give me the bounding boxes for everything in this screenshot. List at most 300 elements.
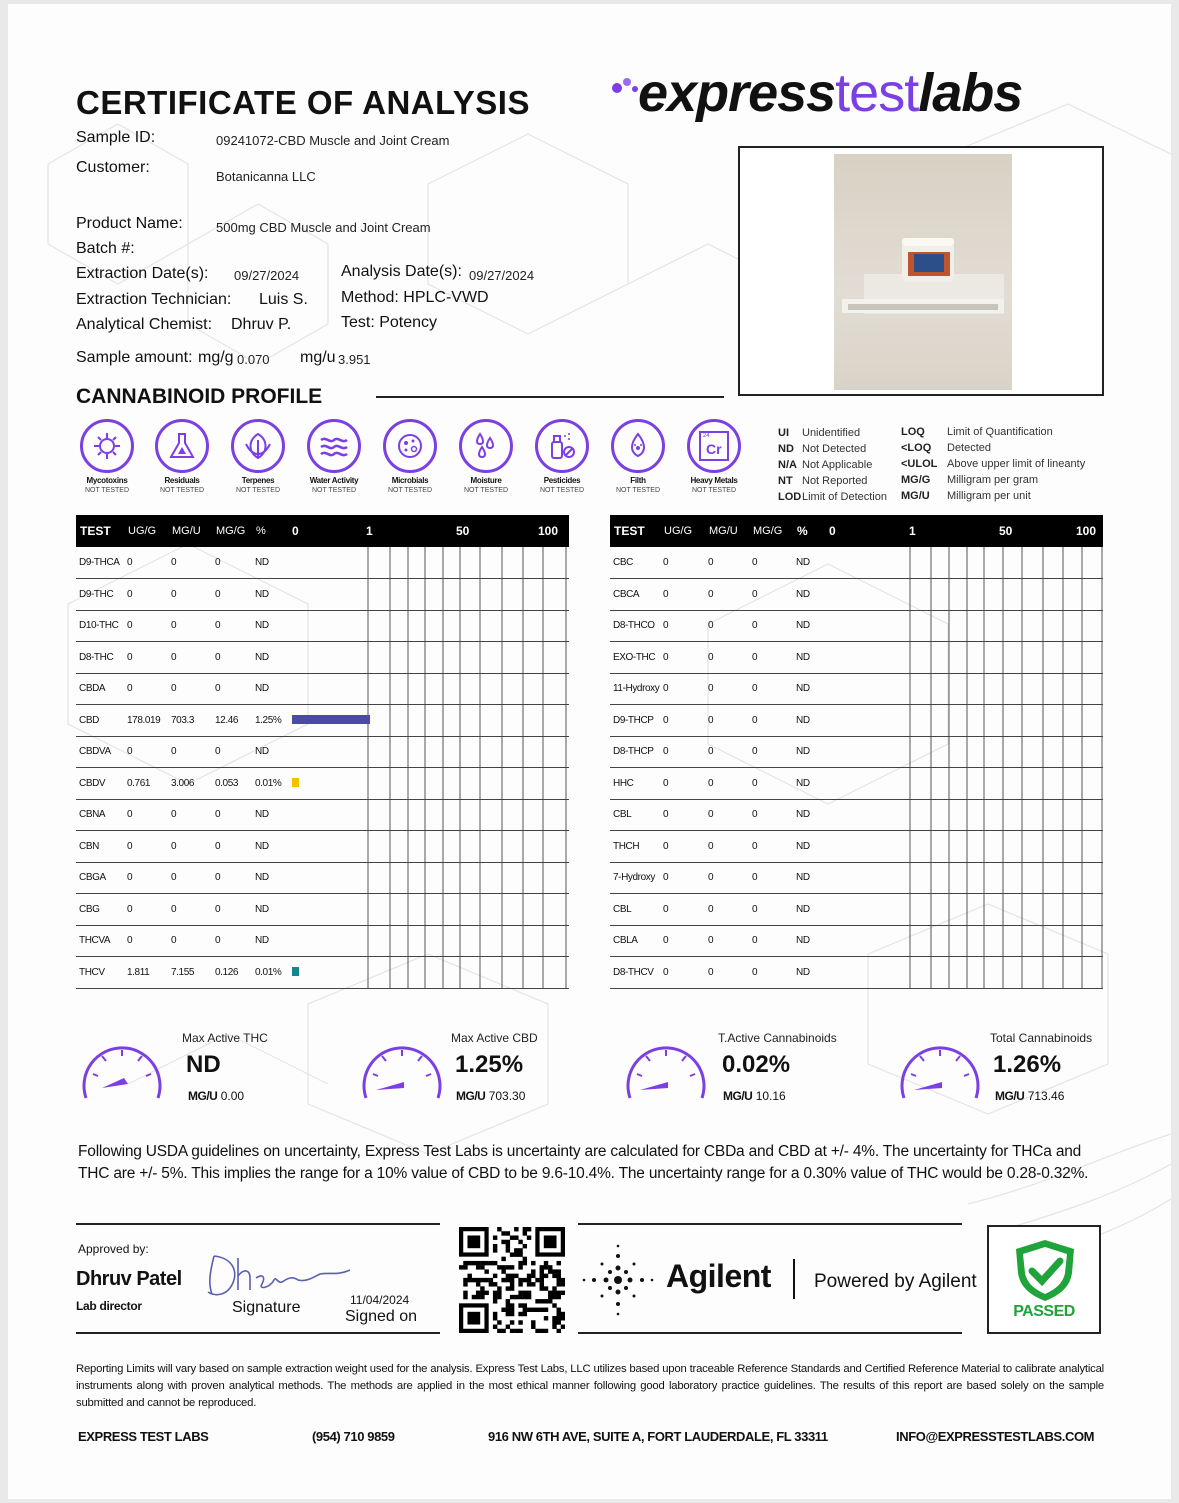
bar-grid <box>827 705 1103 736</box>
gauge-mgu: MG/U 713.46 <box>995 1089 1065 1103</box>
cell-bar <box>290 705 569 737</box>
cell-ugg: 0 <box>124 925 168 957</box>
cell-bar <box>827 673 1103 705</box>
element-icon <box>687 419 741 473</box>
cell-test: CBNA <box>76 799 124 831</box>
bar-grid <box>827 957 1103 988</box>
table-row <box>76 610 569 642</box>
wave-icon <box>307 419 361 473</box>
cell-test: EXO-THC <box>610 642 660 674</box>
cell-mgg: 0 <box>212 610 252 642</box>
legend-abbr: NT <box>778 475 793 487</box>
bar-grid <box>827 863 1103 894</box>
drop-icon <box>611 419 665 473</box>
test-status: NOT TESTED <box>615 487 661 494</box>
col-test: TEST <box>610 515 660 547</box>
cell-mgg: 0 <box>212 673 252 705</box>
cell-pct: ND <box>252 831 290 863</box>
method-text: Method: HPLC-VWD <box>341 289 489 306</box>
cell-bar <box>827 831 1103 863</box>
cannabinoid-table-left <box>76 515 569 989</box>
bar-grid <box>290 642 569 673</box>
cell-test: CBC <box>610 547 660 579</box>
cell-ugg: 0 <box>124 610 168 642</box>
cell-ugg: 0 <box>124 642 168 674</box>
cell-mgu: 7.155 <box>168 957 212 989</box>
product-photo <box>834 154 1012 390</box>
approval-top-line <box>76 1223 440 1225</box>
scale-50: 50 <box>456 524 470 538</box>
scale-50: 50 <box>999 524 1013 538</box>
legend-item <box>901 458 1085 470</box>
sample-id-value: 09241072-CBD Muscle and Joint Cream <box>216 133 450 148</box>
powered-by-agilent: Powered by Agilent <box>814 1271 977 1292</box>
cell-ugg: 0 <box>124 831 168 863</box>
speedometer-icon <box>358 1036 448 1106</box>
test-residuals <box>149 419 215 494</box>
cell-test: D8-THCV <box>610 957 660 989</box>
table-row <box>76 925 569 957</box>
table-row <box>76 957 569 989</box>
bar-grid <box>827 800 1103 831</box>
cell-pct: ND <box>252 894 290 926</box>
table-row <box>610 799 1103 831</box>
legend-desc: Not Reported <box>802 475 868 487</box>
legend-abbr: LOQ <box>901 426 925 438</box>
legend-desc: Milligram per gram <box>947 474 1039 486</box>
bar-grid <box>290 957 569 988</box>
cell-ugg: 0 <box>660 831 705 863</box>
cell-bar <box>827 610 1103 642</box>
legend-abbr: <ULOL <box>901 458 938 470</box>
cell-test: CBN <box>76 831 124 863</box>
legend-item <box>778 443 866 455</box>
signed-date: 11/04/2024 <box>350 1293 410 1307</box>
passed-badge <box>987 1225 1101 1334</box>
cell-pct: ND <box>252 925 290 957</box>
gauge-mgu: MG/U 0.00 <box>188 1089 245 1103</box>
cell-mgg: 0 <box>749 705 793 737</box>
cell-bar <box>290 547 569 579</box>
cell-mgu: 0 <box>168 799 212 831</box>
scale-1: 1 <box>366 524 373 538</box>
col-pct: % <box>252 515 290 547</box>
agilent-divider <box>793 1259 795 1299</box>
bar-grid <box>290 547 569 578</box>
test-status: NOT TESTED <box>387 487 433 494</box>
agilent-bottom-line <box>578 1332 962 1334</box>
customer-value: Botanicanna LLC <box>216 169 316 184</box>
gauge-value: ND <box>186 1051 221 1078</box>
batch-label: Batch #: <box>76 240 135 257</box>
element-number: 24 <box>703 433 710 439</box>
col-ugg: UG/G <box>124 515 168 547</box>
cell-pct: ND <box>793 579 827 611</box>
bar-grid <box>290 611 569 642</box>
bar-grid <box>290 737 569 768</box>
cell-test: D9-THCP <box>610 705 660 737</box>
cell-ugg: 0 <box>124 894 168 926</box>
result-bar <box>292 967 299 976</box>
cell-mgg: 0 <box>212 831 252 863</box>
cell-mgu: 0 <box>705 642 749 674</box>
cell-bar <box>827 736 1103 768</box>
cell-mgu: 0 <box>168 673 212 705</box>
heading-divider <box>376 396 724 398</box>
agilent-name: Agilent <box>666 1258 771 1294</box>
table-row <box>76 736 569 768</box>
cell-pct: ND <box>793 705 827 737</box>
table-row <box>610 894 1103 926</box>
approver-name: Dhruv Patel <box>76 1268 182 1290</box>
signed-on-label: Signed on <box>345 1308 418 1325</box>
cell-ugg: 0 <box>660 705 705 737</box>
cell-mgg: 0 <box>212 579 252 611</box>
logo-express: express <box>638 63 836 123</box>
cell-test: CBL <box>610 894 660 926</box>
cell-bar <box>290 799 569 831</box>
cell-bar <box>290 957 569 989</box>
bar-grid <box>827 768 1103 799</box>
cell-ugg: 0 <box>660 768 705 800</box>
table-row <box>610 673 1103 705</box>
legend-item <box>901 490 1031 502</box>
cell-pct: ND <box>793 862 827 894</box>
cell-ugg: 0 <box>660 736 705 768</box>
cream-jar-image <box>834 154 1012 390</box>
cell-test: THCH <box>610 831 660 863</box>
cell-test: D10-THC <box>76 610 124 642</box>
cell-mgg: 0 <box>749 642 793 674</box>
cell-ugg: 0 <box>660 957 705 989</box>
cannabinoid-profile-heading: CANNABINOID PROFILE <box>76 385 323 408</box>
legend-abbr: MG/U <box>901 490 930 502</box>
cell-mgg: 0 <box>749 610 793 642</box>
gauge-value: 1.26% <box>993 1051 1062 1078</box>
test-terpenes <box>225 419 291 494</box>
legend-abbr: UI <box>778 427 789 439</box>
cell-mgg: 0 <box>212 547 252 579</box>
table-row <box>610 862 1103 894</box>
cell-mgu: 0 <box>705 831 749 863</box>
mgu-label: mg/u <box>300 349 336 366</box>
test-name: Pesticides <box>543 476 581 485</box>
result-bar <box>292 715 370 724</box>
cell-mgg: 0 <box>749 547 793 579</box>
legend-desc: Limit of Detection <box>802 491 887 503</box>
cell-mgu: 0 <box>705 799 749 831</box>
cell-pct: ND <box>252 642 290 674</box>
cell-test: D9-THCA <box>76 547 124 579</box>
technician-value: Luis S. <box>259 291 308 308</box>
cell-mgu: 0 <box>168 642 212 674</box>
cell-mgu: 0 <box>705 705 749 737</box>
legend-item <box>901 426 1053 438</box>
gauge-title: T.Active Cannabinoids <box>718 1031 837 1045</box>
table-row <box>76 547 569 579</box>
cell-bar <box>290 579 569 611</box>
cell-test: THCV <box>76 957 124 989</box>
gauge-title: Total Cannabinoids <box>990 1031 1093 1045</box>
qr-code[interactable] <box>459 1227 565 1333</box>
uncertainty-paragraph: Following USDA guidelines on uncertainty, Express Test Labs is uncertainty are calculated for CBDa and CBD at +/- 4%. The uncertainty for THCa and THC are +/- 5%. This implies the range for a 10% value of CBD to be 9.6-10.4%. The uncertainty range for a 0.30% value of THC would be 0.28-0.32%. <box>78 1143 1089 1182</box>
signature-label: Signature <box>232 1299 301 1316</box>
legend-item <box>778 459 872 471</box>
test-moisture <box>453 419 519 494</box>
approver-role: Lab director <box>76 1299 142 1313</box>
bar-grid <box>290 579 569 610</box>
cell-ugg: 178.019 <box>124 705 168 737</box>
cell-mgu: 0 <box>168 894 212 926</box>
cell-bar <box>290 642 569 674</box>
cell-mgg: 0 <box>749 799 793 831</box>
col-pct: % <box>793 515 827 547</box>
test-name: Heavy Metals <box>690 476 738 485</box>
footer-phone[interactable]: (954) 710 9859 <box>312 1429 395 1444</box>
legend-desc: Milligram per unit <box>947 490 1031 502</box>
cell-test: D8-THC <box>76 642 124 674</box>
cell-bar <box>827 642 1103 674</box>
cell-mgu: 3.006 <box>168 768 212 800</box>
table-row <box>76 862 569 894</box>
cell-mgg: 0 <box>749 894 793 926</box>
drops-icon <box>459 419 513 473</box>
cannabinoid-table-right <box>610 515 1103 989</box>
col-mgu: MG/U <box>168 515 212 547</box>
gauge-mgu: MG/U 703.30 <box>456 1089 526 1103</box>
cell-test: D8-THCP <box>610 736 660 768</box>
table-row <box>610 579 1103 611</box>
cell-mgg: 0 <box>212 894 252 926</box>
test-pesticides <box>529 419 595 494</box>
gauge-title: Max Active CBD <box>451 1031 538 1045</box>
bar-grid <box>827 737 1103 768</box>
cell-mgu: 703.3 <box>168 705 212 737</box>
speedometer-icon <box>78 1036 168 1106</box>
scale-0: 0 <box>829 524 836 538</box>
cell-pct: ND <box>252 579 290 611</box>
cell-bar <box>290 894 569 926</box>
legend-item <box>901 474 1038 486</box>
cell-test: 7-Hydroxy <box>610 862 660 894</box>
cell-mgu: 0 <box>705 547 749 579</box>
cell-test: CBDV <box>76 768 124 800</box>
cell-ugg: 0 <box>660 925 705 957</box>
col-mgu: MG/U <box>705 515 749 547</box>
test-heavy-metals <box>681 419 747 494</box>
spray-icon <box>535 419 589 473</box>
cell-mgu: 0 <box>168 579 212 611</box>
cell-mgg: 0.053 <box>212 768 252 800</box>
cell-pct: ND <box>793 642 827 674</box>
cell-mgu: 0 <box>168 831 212 863</box>
cell-bar <box>827 705 1103 737</box>
cell-mgu: 0 <box>705 894 749 926</box>
legend-item <box>901 442 991 454</box>
cell-mgg: 0 <box>749 831 793 863</box>
cell-test: 11-Hydroxy <box>610 673 660 705</box>
cell-mgg: 0 <box>749 957 793 989</box>
bar-grid <box>290 894 569 925</box>
petri-icon <box>383 419 437 473</box>
gauge-total-cannabinoids <box>896 1026 1136 1116</box>
col-mgg: MG/G <box>212 515 252 547</box>
shield-check-icon <box>1010 1237 1080 1303</box>
cell-pct: ND <box>793 957 827 989</box>
product-photo-frame <box>738 146 1104 396</box>
cell-bar <box>290 862 569 894</box>
legend-abbr: N/A <box>778 459 797 471</box>
cell-mgu: 0 <box>705 925 749 957</box>
test-status: NOT TESTED <box>235 487 281 494</box>
test-name: Terpenes <box>241 476 275 485</box>
cell-ugg: 0 <box>660 642 705 674</box>
test-name: Mycotoxins <box>86 476 128 485</box>
cell-bar <box>290 736 569 768</box>
analysis-date-label: Analysis Date(s): <box>341 263 462 280</box>
test-status: NOT TESTED <box>691 487 737 494</box>
footer-email[interactable]: INFO@EXPRESSTESTLABS.COM <box>896 1429 1095 1444</box>
chemist-label: Analytical Chemist: <box>76 316 213 333</box>
cell-ugg: 0 <box>124 579 168 611</box>
cell-pct: ND <box>793 831 827 863</box>
customer-label: Customer: <box>76 159 150 176</box>
gauge-value: 1.25% <box>455 1051 524 1078</box>
table-row <box>610 736 1103 768</box>
speedometer-icon <box>622 1036 712 1106</box>
cell-ugg: 0 <box>660 610 705 642</box>
test-status: NOT TESTED <box>539 487 585 494</box>
cell-mgu: 0 <box>705 957 749 989</box>
gauge-title: Max Active THC <box>182 1031 268 1045</box>
speedometer-icon <box>896 1036 986 1106</box>
cell-ugg: 0 <box>660 673 705 705</box>
cell-mgu: 0 <box>705 673 749 705</box>
col-ugg: UG/G <box>660 515 705 547</box>
cell-mgg: 0 <box>749 673 793 705</box>
sample-id-label: Sample ID: <box>76 129 156 146</box>
cell-bar <box>827 925 1103 957</box>
gauge-max-active-cbd <box>358 1026 598 1116</box>
test-filth <box>605 419 671 494</box>
cell-mgg: 0 <box>749 579 793 611</box>
leaf-icon <box>231 419 285 473</box>
cell-ugg: 0 <box>124 547 168 579</box>
table-header-row <box>76 515 569 547</box>
cell-mgg: 0 <box>212 925 252 957</box>
mgu-value: 3.951 <box>338 352 371 367</box>
legend-abbr: ND <box>778 443 794 455</box>
table-row <box>76 705 569 737</box>
table-row <box>76 579 569 611</box>
gauge-mgu: MG/U 10.16 <box>723 1089 786 1103</box>
cell-bar <box>290 610 569 642</box>
cell-bar <box>827 957 1103 989</box>
cell-test: THCVA <box>76 925 124 957</box>
cell-pct: ND <box>252 547 290 579</box>
test-name: Water Activity <box>309 476 359 485</box>
cell-pct: ND <box>252 673 290 705</box>
cell-test: CBDA <box>76 673 124 705</box>
cell-test: CBL <box>610 799 660 831</box>
test-status: NOT TESTED <box>159 487 205 494</box>
cell-test: CBD <box>76 705 124 737</box>
cell-pct: ND <box>793 768 827 800</box>
logo-bubbles-icon <box>610 74 640 100</box>
chemist-value: Dhruv P. <box>231 316 292 333</box>
cell-mgu: 0 <box>705 862 749 894</box>
cell-bar <box>290 925 569 957</box>
scale-100: 100 <box>538 524 559 538</box>
bar-grid <box>290 800 569 831</box>
bar-grid <box>827 674 1103 705</box>
cell-pct: ND <box>793 894 827 926</box>
cell-mgg: 0 <box>212 736 252 768</box>
logo-test: test <box>835 63 919 123</box>
cell-test: CBGA <box>76 862 124 894</box>
test-name: Microbials <box>391 476 429 485</box>
cell-ugg: 0 <box>660 547 705 579</box>
product-name-label: Product Name: <box>76 215 183 232</box>
technician-label: Extraction Technician: <box>76 291 232 308</box>
table-row <box>610 705 1103 737</box>
table-row <box>610 547 1103 579</box>
cell-mgu: 0 <box>168 547 212 579</box>
table-header-row <box>610 515 1103 547</box>
test-status: NOT TESTED <box>463 487 509 494</box>
cell-bar <box>827 894 1103 926</box>
legend-desc: Above upper limit of lineanty <box>947 458 1086 470</box>
cell-ugg: 0 <box>660 894 705 926</box>
bar-grid <box>827 831 1103 862</box>
cell-mgu: 0 <box>705 768 749 800</box>
test-mycotoxins <box>74 419 140 494</box>
gauge-value: 0.02% <box>722 1051 791 1078</box>
legend-item <box>778 491 887 503</box>
col-mgg: MG/G <box>749 515 793 547</box>
cell-pct: ND <box>793 673 827 705</box>
cell-pct: ND <box>793 736 827 768</box>
cell-mgg: 0 <box>749 768 793 800</box>
scale-100: 100 <box>1076 524 1097 538</box>
test-water-activity <box>301 419 367 494</box>
cell-mgg: 0 <box>212 862 252 894</box>
table-row <box>76 799 569 831</box>
footer-company: EXPRESS TEST LABS <box>78 1429 209 1444</box>
approved-by-label: Approved by: <box>78 1242 149 1256</box>
cell-pct: ND <box>793 925 827 957</box>
cell-mgg: 0 <box>749 925 793 957</box>
table-row <box>76 768 569 800</box>
test-status: NOT TESTED <box>311 487 357 494</box>
cell-pct: 0.01% <box>252 957 290 989</box>
bar-grid <box>827 611 1103 642</box>
agilent-spark-icon <box>578 1240 658 1320</box>
scale-0: 0 <box>292 524 299 538</box>
disclaimer-paragraph: Reporting Limits will vary based on sample extraction weight used for the analysis. Express Test Labs, LLC utilizes based upon traceable Reference Standards and Certified Reference Material to calibrate analytical instruments along with proven analytical methods. The methods are applied in the most ethical manner following good laboratory practice guidelines. The results of this report are based solely on the sample submitted and cannot be reproduced. <box>76 1363 1104 1409</box>
test-status: NOT TESTED <box>84 487 130 494</box>
legend-desc: Detected <box>947 442 992 454</box>
cell-mgg: 12.46 <box>212 705 252 737</box>
bar-grid <box>827 926 1103 957</box>
virus-icon <box>80 419 134 473</box>
table-row <box>610 957 1103 989</box>
legend-desc: Limit of Quantification <box>947 426 1053 438</box>
bar-grid <box>827 579 1103 610</box>
extraction-date-label: Extraction Date(s): <box>76 265 209 282</box>
col-test: TEST <box>76 515 124 547</box>
cell-test: CBG <box>76 894 124 926</box>
